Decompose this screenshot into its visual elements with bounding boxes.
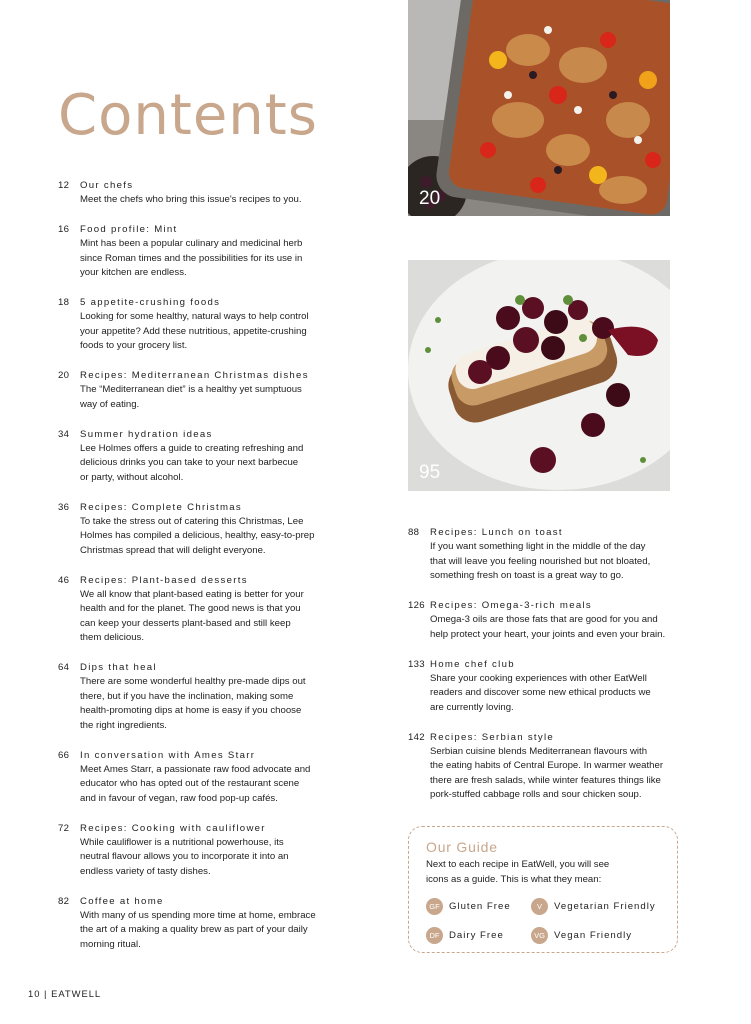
entry-title: Recipes: Plant-based desserts bbox=[80, 574, 248, 586]
entry-heading bbox=[58, 368, 358, 383]
contents-list-left bbox=[58, 178, 358, 967]
legend-label: Vegetarian Friendly bbox=[554, 901, 656, 912]
entry-title: Home chef club bbox=[430, 658, 515, 670]
entry-description: If you want something light in the middle of the day that will leave you feeling nourished but not bloated, something fresh on toast is a great way to go. bbox=[430, 541, 651, 581]
legend-label: Gluten Free bbox=[449, 901, 511, 912]
v-badge-icon: V bbox=[531, 898, 548, 915]
page-title: Contents bbox=[58, 83, 318, 148]
entry-page-number: 34 bbox=[58, 428, 70, 440]
entry-heading bbox=[58, 821, 358, 836]
legend-vegetarian-friendly bbox=[531, 898, 656, 915]
photo-page-number: 20 bbox=[419, 188, 441, 209]
entry-page-number: 126 bbox=[408, 600, 425, 611]
entry-title: Coffee at home bbox=[80, 895, 164, 907]
vg-badge-icon: VG bbox=[531, 927, 548, 944]
entry-heading bbox=[408, 598, 698, 613]
entry-title: Recipes: Complete Christmas bbox=[80, 501, 242, 513]
entry-title: Food profile: Mint bbox=[80, 224, 178, 235]
entry-description: There are some wonderful healthy pre-made dips out there, but if you have the inclination, making some health-promoting dips at home is easy if you choose the right ingredients. bbox=[80, 676, 306, 731]
gf-badge-icon: GF bbox=[426, 898, 443, 915]
entry-heading bbox=[58, 894, 358, 909]
entry-heading bbox=[408, 657, 698, 672]
entry-page-number: 142 bbox=[408, 731, 425, 743]
legend-vegan-friendly bbox=[531, 927, 632, 944]
entry-description: Serbian cuisine blends Mediterranean flavours with the eating habits of Central Europe. In warmer weather there are fresh salads, while winter features things like pork-stuffed cabbage rolls and sour chicken soup. bbox=[430, 745, 664, 800]
entry-page-number: 66 bbox=[58, 749, 70, 761]
contents-entry bbox=[408, 730, 698, 803]
entry-description: We all know that plant-based eating is better for your health and for the planet. The good news is that you can keep your desserts plant-based and still keep them delicious. bbox=[80, 588, 304, 643]
entry-page-number: 16 bbox=[58, 224, 70, 235]
entry-title: Dips that heal bbox=[80, 662, 157, 673]
entry-page-number: 133 bbox=[408, 658, 425, 670]
contents-entry bbox=[58, 660, 358, 733]
entry-title: Summer hydration ideas bbox=[80, 428, 213, 440]
entry-description: Lee Holmes offers a guide to creating refreshing and delicious drinks you can take to your next barbecue or party, without alcohol. bbox=[80, 442, 304, 483]
entry-title: Recipes: Cooking with cauliflower bbox=[80, 822, 266, 834]
entry-heading bbox=[58, 748, 358, 763]
photo-mediterranean-tray bbox=[408, 0, 670, 216]
entry-title: Recipes: Omega-3-rich meals bbox=[430, 600, 592, 611]
entry-description: With many of us spending more time at home, embrace the art of a making a quality brew as part of your daily morning ritual. bbox=[80, 909, 316, 950]
photo-page-number: 95 bbox=[419, 462, 441, 483]
entry-heading bbox=[58, 178, 358, 193]
legend-label: Vegan Friendly bbox=[554, 930, 632, 941]
entry-description: Share your cooking experiences with other EatWell readers and discover some new ethical products we are currently loving. bbox=[430, 672, 651, 713]
entry-page-number: 36 bbox=[58, 501, 70, 513]
entry-heading bbox=[408, 730, 698, 745]
contents-entry bbox=[58, 500, 358, 559]
entry-page-number: 82 bbox=[58, 895, 70, 907]
entry-description: Omega-3 oils are those fats that are good for you and help protect your heart, your joints and even your brain. bbox=[430, 614, 666, 640]
entry-description: While cauliflower is a nutritional powerhouse, its neutral flavour allows you to incorporate it into an endless variety of tasty dishes. bbox=[80, 836, 289, 877]
entry-page-number: 64 bbox=[58, 662, 70, 673]
guide-description: Next to each recipe in EatWell, you will see icons as a guide. This is what they mean: bbox=[426, 859, 610, 885]
entry-heading bbox=[58, 660, 358, 675]
entry-heading bbox=[58, 295, 358, 310]
df-badge-icon: DF bbox=[426, 927, 443, 944]
entry-page-number: 46 bbox=[58, 574, 70, 586]
legend-dairy-free bbox=[426, 927, 504, 944]
entry-title: Recipes: Mediterranean Christmas dishes bbox=[80, 370, 309, 381]
entry-heading bbox=[58, 573, 358, 588]
contents-entry bbox=[58, 427, 358, 486]
entry-title: Recipes: Serbian style bbox=[430, 731, 555, 743]
contents-entry bbox=[408, 525, 698, 584]
contents-entry bbox=[408, 657, 698, 716]
entry-page-number: 72 bbox=[58, 822, 70, 834]
photo-cherries-toast bbox=[408, 260, 670, 491]
guide-title: Our Guide bbox=[426, 839, 498, 855]
contents-entry bbox=[58, 894, 358, 953]
entry-title: In conversation with Ames Starr bbox=[80, 749, 256, 761]
legend-gluten-free bbox=[426, 898, 511, 915]
contents-entry bbox=[58, 821, 358, 880]
entry-page-number: 88 bbox=[408, 527, 420, 538]
contents-entry bbox=[58, 295, 358, 354]
entry-description: Mint has been a popular culinary and medicinal herb since Roman times and the possibilities for its use in your kitchen are endless. bbox=[80, 238, 303, 278]
entry-description: Looking for some healthy, natural ways to help control your appetite? Add these nutritious, appetite-crushing foods to your grocery list. bbox=[80, 311, 309, 351]
entry-heading bbox=[408, 525, 698, 540]
toast-food-illustration bbox=[408, 260, 670, 491]
entry-title: 5 appetite-crushing foods bbox=[80, 297, 221, 308]
entry-page-number: 18 bbox=[58, 297, 70, 308]
contents-entry bbox=[58, 573, 358, 646]
contents-entry bbox=[408, 598, 698, 642]
contents-entry bbox=[58, 222, 358, 281]
entry-description: Meet Ames Starr, a passionate raw food advocate and educator who has opted out of the restaurant scene and in favour of vegan, raw food pop-up cafés. bbox=[80, 763, 311, 804]
entry-description: The “Mediterranean diet” is a healthy yet sumptuous way of eating. bbox=[80, 384, 302, 410]
entry-description: To take the stress out of catering this Christmas, Lee Holmes has compiled a delicious, healthy, easy-to-prep Christmas spread that will delight everyone. bbox=[80, 515, 315, 556]
entry-title: Our chefs bbox=[80, 180, 134, 191]
contents-entry bbox=[58, 178, 358, 208]
entry-page-number: 12 bbox=[58, 180, 70, 191]
our-guide-box bbox=[408, 826, 678, 953]
tray-food-illustration bbox=[408, 0, 670, 216]
entry-title: Recipes: Lunch on toast bbox=[430, 527, 563, 538]
entry-page-number: 20 bbox=[58, 370, 70, 381]
entry-heading bbox=[58, 427, 358, 442]
page-footer: 10 | EATWELL bbox=[28, 988, 102, 999]
entry-heading bbox=[58, 500, 358, 515]
contents-list-right bbox=[408, 525, 698, 817]
contents-entry bbox=[58, 368, 358, 412]
entry-heading bbox=[58, 222, 358, 237]
contents-entry bbox=[58, 748, 358, 807]
entry-description: Meet the chefs who bring this issue's recipes to you. bbox=[80, 194, 302, 205]
legend-label: Dairy Free bbox=[449, 930, 504, 941]
